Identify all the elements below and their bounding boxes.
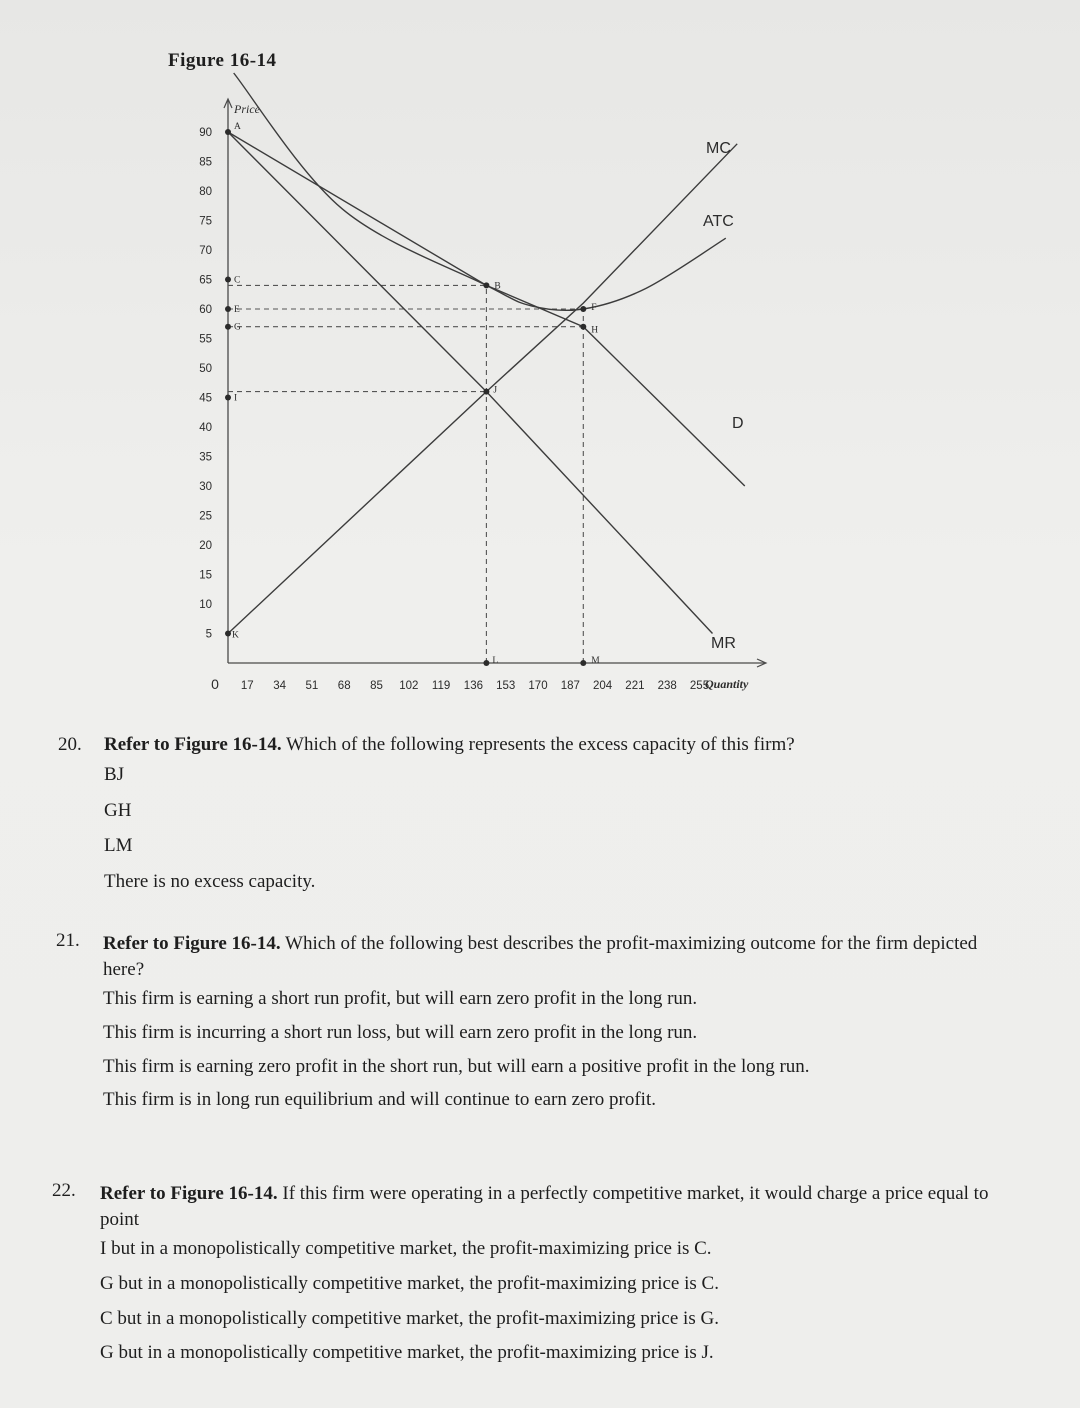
point-m: [580, 660, 586, 666]
y-tick-label: 65: [199, 274, 212, 287]
answer-option[interactable]: This firm is earning zero profit in the short run, but will earn a positive profit in the long run.: [103, 1055, 810, 1077]
y-tick-label: 75: [199, 215, 212, 228]
question-text: [100, 1181, 1030, 1232]
y-tick-label: 15: [199, 569, 212, 582]
answer-option[interactable]: GH: [104, 800, 132, 821]
point-label-b: B: [494, 281, 501, 292]
answer-option[interactable]: This firm is earning a short run profit, but will earn zero profit in the long run.: [103, 988, 698, 1010]
x-tick-label: 102: [399, 680, 419, 692]
y-axis-label: Price: [234, 102, 260, 116]
y-tick-label: 55: [199, 333, 212, 346]
point-label-a: A: [234, 122, 241, 132]
answer-option[interactable]: This firm is incurring a short run loss, but will earn zero profit in the long run.: [103, 1021, 698, 1043]
point-l: [483, 660, 489, 666]
point-label-j: J: [493, 385, 498, 396]
point-c: [225, 277, 231, 283]
answer-option[interactable]: There is no excess capacity.: [104, 871, 316, 892]
question-text: [104, 735, 1004, 754]
point-label-l: L: [492, 656, 499, 666]
y-tick-label: 70: [199, 245, 212, 257]
question-number: 20.: [58, 734, 82, 755]
x-tick-label: 51: [305, 680, 319, 692]
point-j: [483, 389, 489, 395]
point-label-i: I: [234, 393, 238, 404]
point-label-f: F: [591, 303, 597, 313]
x-tick-label: 85: [370, 680, 383, 692]
curve-label-mc: MC: [706, 140, 731, 157]
question-text: [103, 931, 1018, 982]
chart-guides: [228, 285, 583, 663]
point-a: [225, 129, 231, 135]
question-ref: Refer to Figure 16-14.: [103, 933, 281, 954]
point-k: [225, 631, 231, 637]
y-tick-label: 25: [199, 510, 212, 523]
question-body: Which of the following best describes the profit-maximizing outcome for the firm depicted here?: [103, 933, 978, 980]
point-b: [483, 282, 489, 288]
x-tick-label: 34: [273, 680, 286, 692]
answer-option[interactable]: C but in a monopolistically competitive market, the profit-maximizing price is G.: [100, 1307, 719, 1329]
point-label-e: E: [234, 305, 240, 315]
point-h: [580, 324, 586, 330]
x-tick-label: 170: [528, 680, 548, 692]
figure-title: Figure 16-14: [168, 50, 277, 71]
y-tick-label: 40: [199, 422, 212, 434]
x-tick-label: 0: [211, 676, 219, 692]
answer-option[interactable]: This firm is in long run equilibrium and will continue to earn zero profit.: [103, 1089, 656, 1111]
y-tick-label: 50: [199, 363, 212, 375]
question-number: 21.: [56, 930, 80, 951]
curve-label-atc: ATC: [703, 213, 734, 230]
y-tick-label: 90: [199, 127, 212, 139]
point-label-h: H: [591, 325, 599, 336]
y-tick-label: 80: [199, 186, 212, 198]
point-g: [225, 324, 231, 330]
x-tick-label: 255: [689, 680, 710, 692]
answer-option[interactable]: G but in a monopolistically competitive market, the profit-maximizing price is C.: [100, 1272, 719, 1294]
point-e: [225, 306, 231, 312]
y-tick-label: 85: [199, 156, 212, 169]
x-tick-label: 153: [496, 680, 516, 692]
question-number: 22.: [52, 1180, 76, 1201]
x-tick-label: 238: [657, 680, 677, 692]
question-body: Which of the following represents the excess capacity of this firm?: [281, 734, 795, 755]
point-label-g: G: [234, 322, 241, 333]
y-tick-label: 35: [199, 451, 212, 464]
y-tick-label: 20: [199, 540, 212, 552]
x-tick-label: 136: [463, 680, 483, 692]
answer-option[interactable]: LM: [104, 835, 133, 856]
x-tick-label: 68: [337, 680, 351, 692]
answer-option[interactable]: G but in a monopolistically competitive market, the profit-maximizing price is J.: [100, 1342, 714, 1364]
curve-label-mr: MR: [711, 635, 736, 652]
y-tick-label: 45: [199, 392, 212, 405]
y-tick-label: 10: [199, 599, 212, 611]
x-tick-label: 187: [560, 680, 580, 692]
point-i: [225, 395, 231, 401]
curve-label-d: D: [732, 415, 744, 432]
x-tick-label: 204: [593, 680, 613, 692]
question-ref: Refer to Figure 16-14.: [100, 1183, 278, 1204]
y-tick-label: 30: [199, 481, 212, 493]
x-axis-label: Quantity: [705, 677, 749, 691]
point-f: [580, 306, 586, 312]
x-tick-label: 119: [431, 680, 451, 692]
economics-chart: [0, 0, 1080, 700]
point-label-c: C: [234, 275, 241, 286]
answer-option[interactable]: I but in a monopolistically competitive market, the profit-maximizing price is C.: [100, 1238, 712, 1260]
y-tick-label: 5: [205, 628, 212, 641]
question-body: If this firm were operating in a perfectly competitive market, it would charge a price equal to point: [100, 1183, 989, 1230]
question-ref: Refer to Figure 16-14.: [104, 734, 282, 755]
point-label-k: K: [232, 630, 239, 641]
curve-atc: [234, 73, 726, 310]
point-label-m: M: [591, 656, 600, 666]
answer-option[interactable]: BJ: [104, 764, 125, 785]
x-tick-label: 17: [240, 680, 254, 692]
x-tick-label: 221: [625, 680, 645, 692]
y-tick-label: 60: [199, 304, 212, 316]
